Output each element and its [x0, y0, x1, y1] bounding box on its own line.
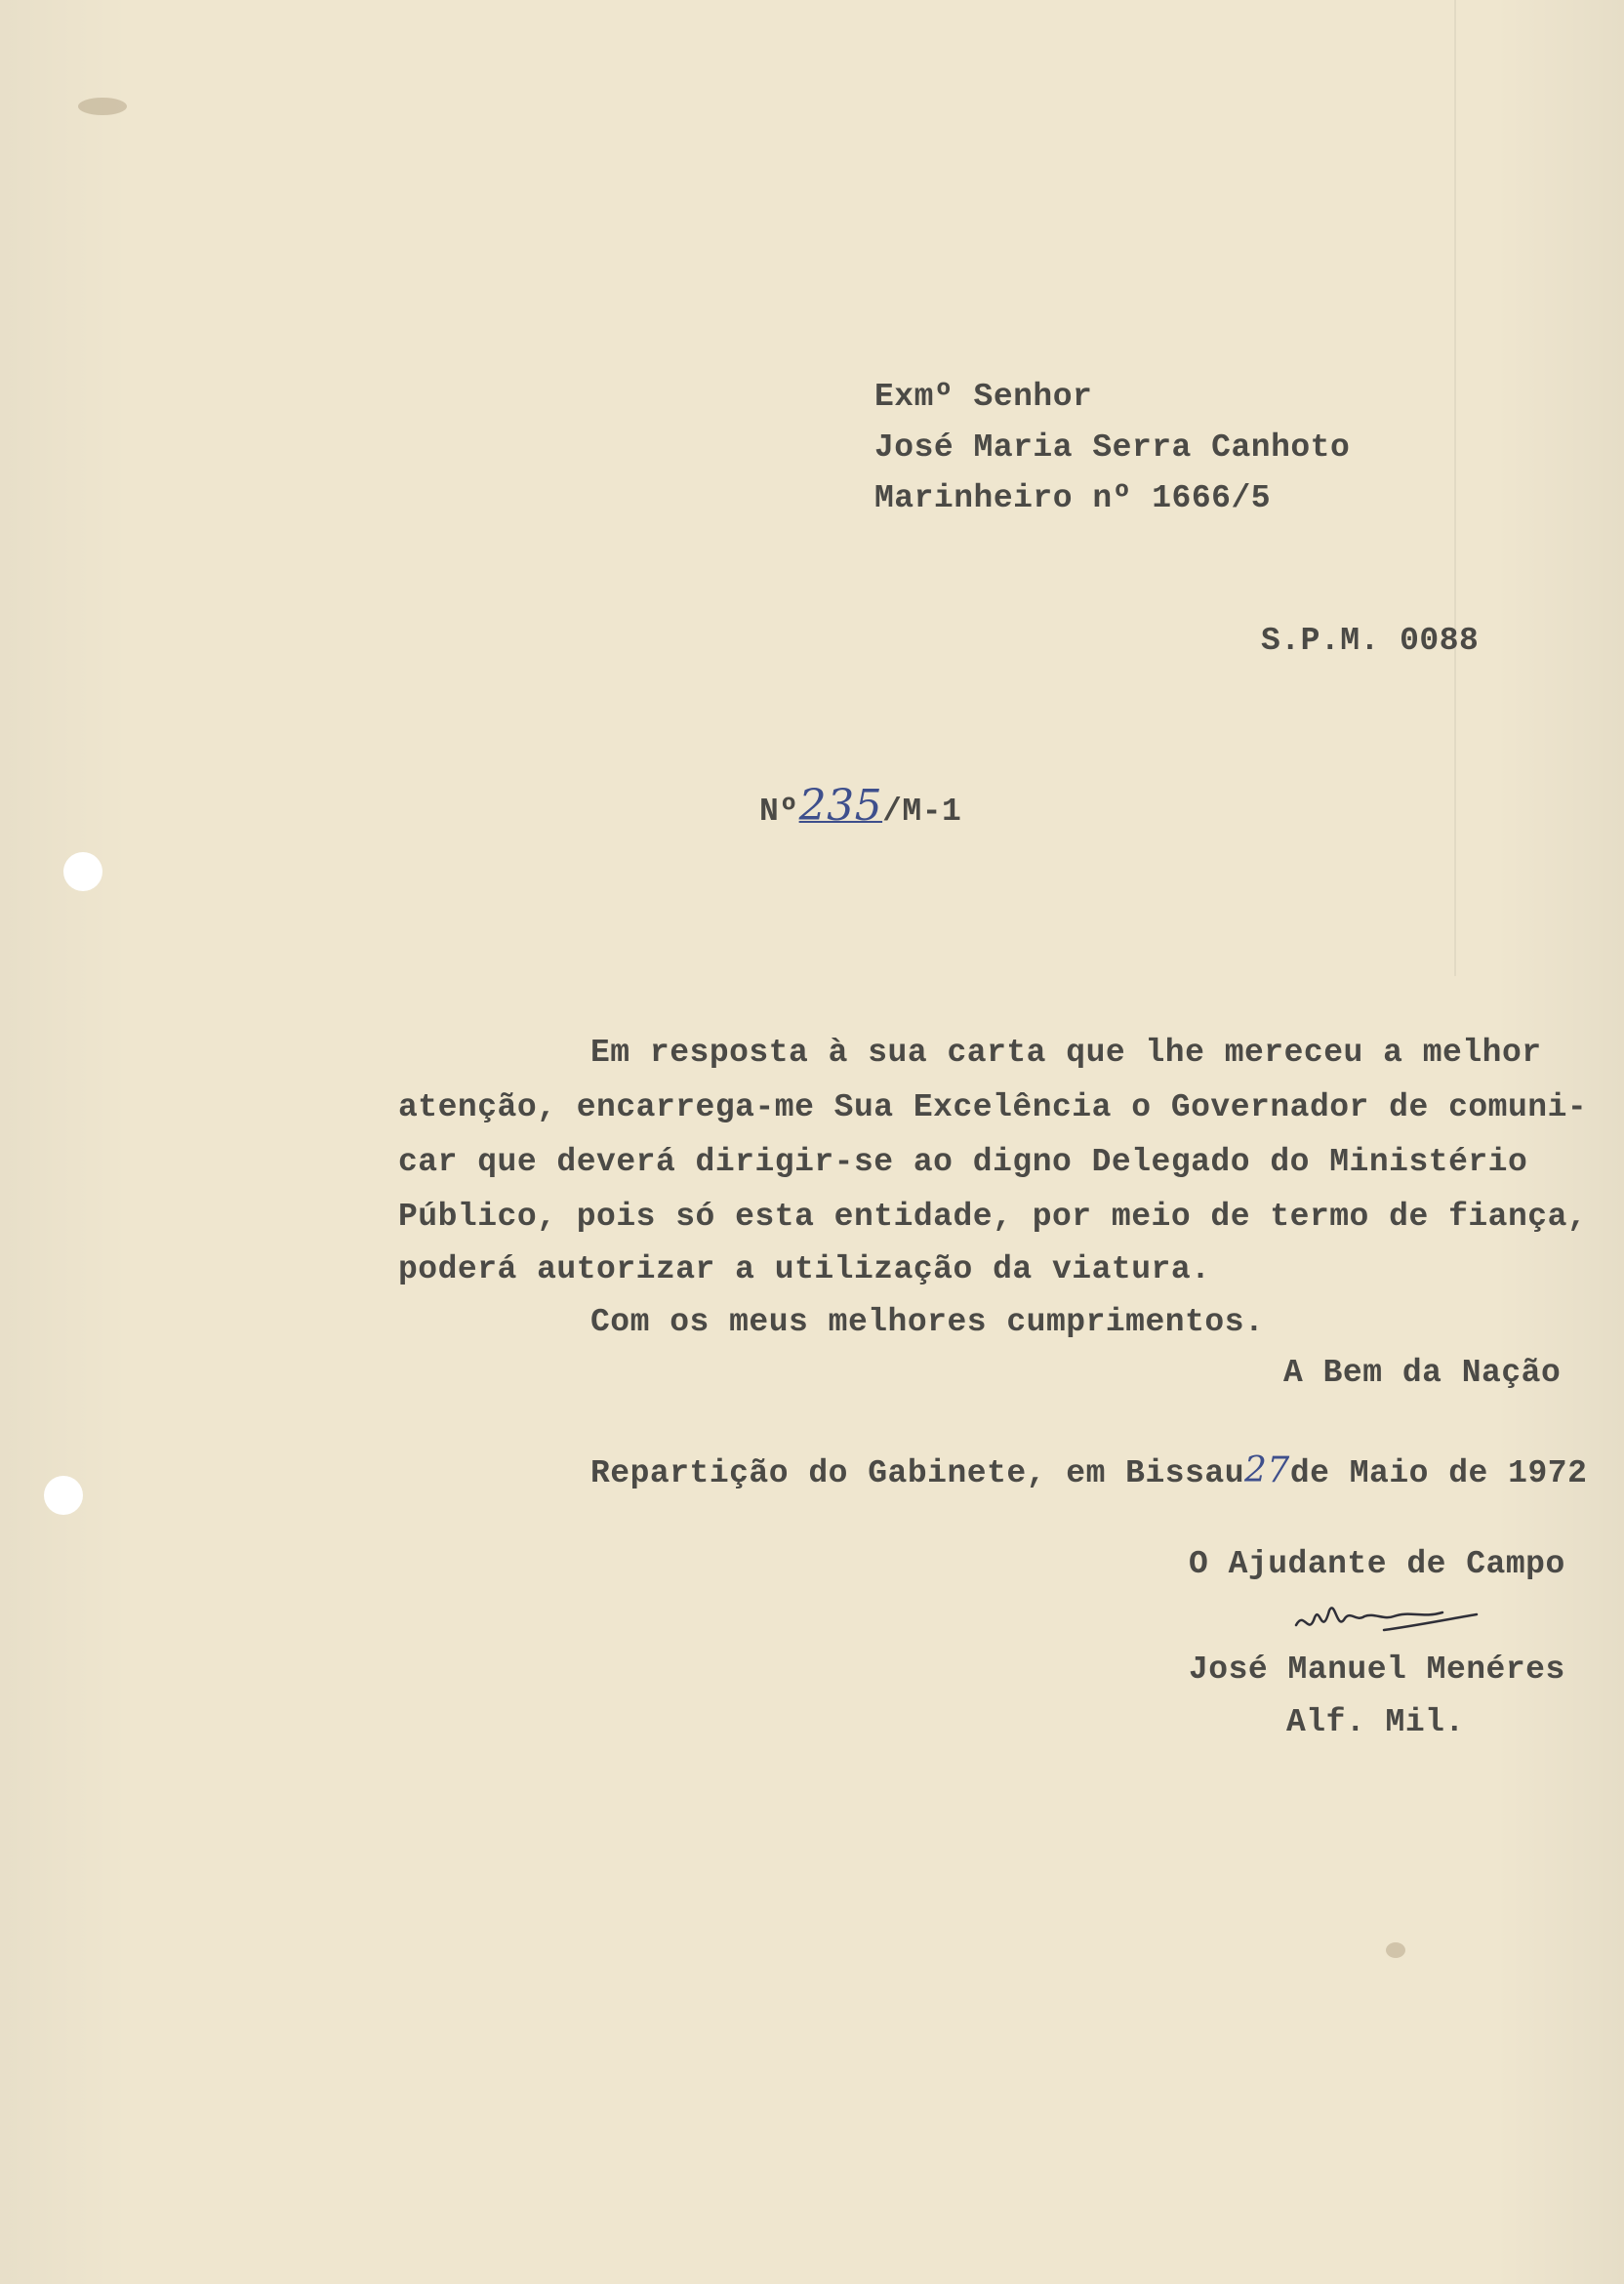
place-date	[590, 1450, 1587, 1491]
signatory-name: José Manuel Menéres	[1189, 1652, 1565, 1688]
body-line-4: Público, pois só esta entidade, por meio de termo de fiança,	[398, 1199, 1588, 1235]
signatory-rank: Alf. Mil.	[1286, 1704, 1465, 1740]
reference-number	[759, 781, 961, 831]
place-date-suffix: de Maio de 1972	[1289, 1455, 1588, 1491]
fold-line	[1454, 0, 1456, 976]
recipient-rank: Marinheiro nº 1666/5	[874, 480, 1272, 516]
signature-title: O Ajudante de Campo	[1189, 1546, 1565, 1582]
punch-hole-top	[63, 852, 102, 891]
body-line-1: Em resposta à sua carta que lhe mereceu a melhor	[590, 1035, 1542, 1071]
stain	[1386, 1942, 1405, 1958]
stain	[78, 98, 127, 115]
body-line-5: poderá autorizar a utilização da viatura.	[398, 1251, 1211, 1287]
spm-number: S.P.M. 0088	[1261, 623, 1480, 659]
body-line-2: atenção, encarrega-me Sua Excelência o Governador de comuni-	[398, 1089, 1588, 1125]
reference-handwritten-number: 235	[798, 781, 883, 831]
reference-suffix: /M-1	[882, 794, 962, 830]
reference-prefix: Nº	[759, 794, 799, 830]
recipient-name: José Maria Serra Canhoto	[874, 429, 1351, 466]
body-line-3: car que deverá dirigir-se ao digno Delegado do Ministério	[398, 1144, 1528, 1180]
motto: A Bem da Nação	[1283, 1355, 1562, 1391]
closing: Com os meus melhores cumprimentos.	[590, 1304, 1265, 1340]
handwritten-signature	[1286, 1591, 1482, 1650]
punch-hole-bottom	[44, 1476, 83, 1515]
date-handwritten-day: 27	[1244, 1450, 1290, 1490]
recipient-salutation: Exmº Senhor	[874, 379, 1093, 415]
place-date-prefix: Repartição do Gabinete, em Bissau	[590, 1455, 1245, 1491]
